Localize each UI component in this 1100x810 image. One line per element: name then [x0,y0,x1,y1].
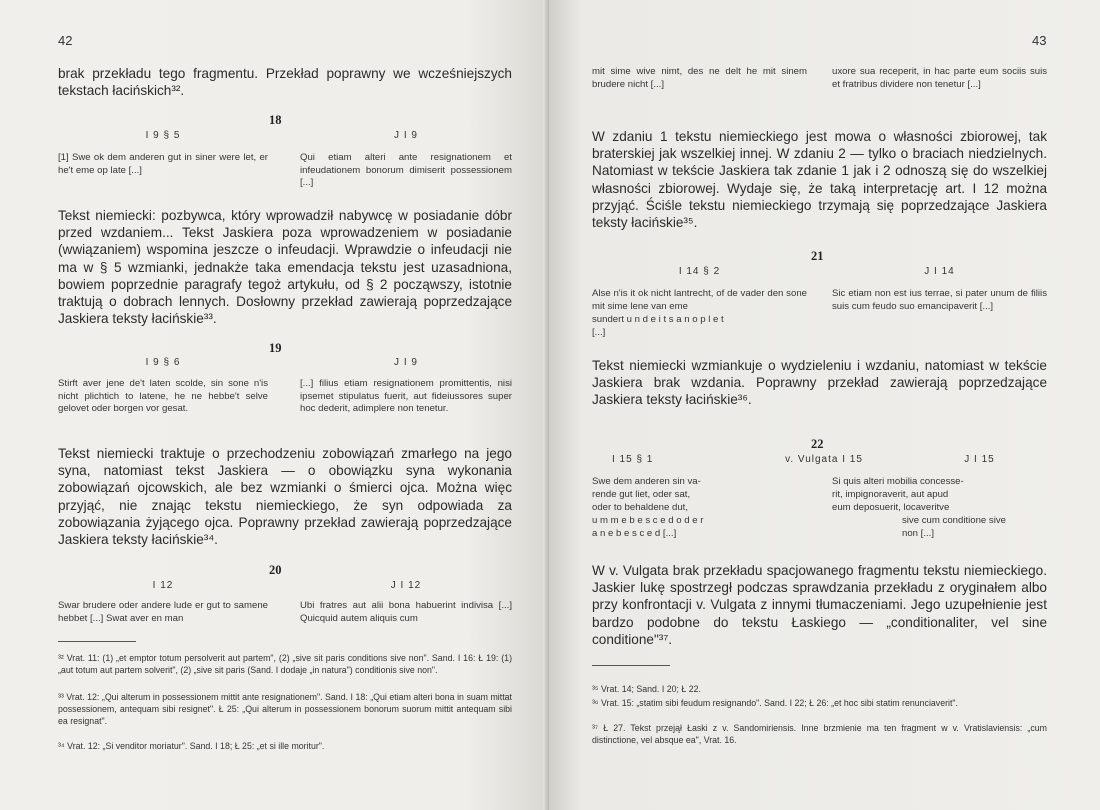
german-text: [...] [592,327,606,338]
heading-latin: J I 9 [394,357,418,368]
footnote: ³³ Vrat. 12: „Qui alterum in possessionem mittit ante resignationem". Sand. I 18: „Qui etiam alteri bona in suam mittat possessionem, antequam sibi resignet". Ł 25: „Qui alterum in possessionem bonorum suorum mittit antequam sibi ea resignat". [58,692,512,727]
section-number-19: 19 [269,341,282,355]
german-text-spaced: a n e b e s c e d [...] [592,528,677,539]
commentary-paragraph-3: W v. Vulgata brak przekładu spacjowanego fragmentu tekstu niemieckiego. Jaskier lukę spostrzegł podczas sprawdzania przekładu z oryginałem albo przy konfrontacji v. Vulgata z innymi tłumaczeniami. Jego uzupełnienie jest bardzo podobne do tekstu Łaskiego — „conditionaliter, vel sine conditione"³⁷. [592,563,1047,647]
left-page [0,0,549,810]
latin-text: eum deposuerit, locaveritve [832,502,950,513]
section-number-20: 20 [269,563,282,577]
latin-text: [...] filius etiam resignationem promittentis, nisi ipsemet stipulatus fuerit, aut fideiussores super hoc dederit, adimplere non tenetur. [300,378,512,415]
latin-text: Sic etiam non est ius terrae, si pater unum de filiis suis cum feudo suo emancipaverit [...] [832,288,1047,312]
german-text: [1] Swe ok dem anderen gut in siner were let, er he't eme op late [...] [58,152,268,176]
footnote: ³² Vrat. 11: (1) „et emptor totum persolverit aut partem", (2) „sive sit paris conditions sive non". Sand. I 16: Ł 19: (1) „aut totum aut partem solverit", (2) „sive sit paris (Sand. I dodaje „in natura") conditionis sive non". [58,653,512,676]
latin-text: Qui etiam alteri ante resignationem et infeudationem bonorum dimiserit possessionem [...] [300,152,512,189]
german-text: rende gut liet, oder sat, [592,489,691,500]
footnote: ³⁴ Vrat. 12: „Si venditor moriatur". Sand. I 18; Ł 25: „et si ille moritur". [58,741,325,751]
heading-german: I 12 [152,580,174,591]
german-text-spaced: u m m e b e s c e d o d e r [592,515,704,526]
footnote-divider [58,641,136,642]
german-text: oder to behaldene dut, [592,502,689,513]
footnote: ³⁵ Vrat. 14; Sand. I 20; Ł 22. [592,684,701,694]
heading-latin: J I 9 [394,130,418,141]
heading-latin: J I 15 [964,454,995,465]
latin-text: uxore sua receperit, in hac parte eum sociis suis et fratribus dividere non tenetur [...] [832,66,1047,90]
german-text: Alse n'is it ok nicht lantrecht, of de vader den sone mit sime lene van eme [592,288,807,312]
latin-text: rit, impignoraverit, aut apud [832,489,949,500]
commentary-paragraph-1: W zdaniu 1 tekstu niemieckiego jest mowa o własności zbiorowej, tak braterskiej jak wszelkiej innej. W zdaniu 2 — tylko o braciach niedzielnych. Natomiast w tekście Jaskiera tak zdanie 1 jak i 2 odnoszą się do wszelkiej własności zbiorowej. Wydaje się, że taką interpretację art. I 12 można przyjąć. Ściśle tekstu niemieckiego trzymają się poprzedzające Jaskiera teksty łacińskie³⁵. [592,129,1047,231]
heading-german: I 15 § 1 [612,454,654,465]
right-page [549,0,1100,810]
page-number: 43 [1032,33,1047,48]
german-text-spaced: sundert u n d e i t s a n o p l e t [592,314,724,325]
commentary-paragraph-1: Tekst niemiecki: pozbywca, który wprowadził nabywcę w posiadanie dóbr przed wzdaniem... Tekst Jaskiera poza wprowadzeniem w posiadanie (wwiązaniem) wspomina jeszcze o infeudacji. Wprawdzie o infeudacji nie ma w § 5 wzmianki, jednakże taka emendacja tekstu jest uzasadniona, bowiem poprzednie paragrafy tegoż artykułu, od § 2 począwszy, istotnie traktują o dobrach lennych. Dosłowny przekład zawierają poprzedzające Jaskiera teksty łacińskie³³. [58,208,512,327]
section-number-22: 22 [811,437,824,451]
footnote: ³⁷ Ł 27. Tekst przejął Łaski z v. Sandomiriensis. Inne brzmienie ma ten fragment w v. Vratislaviensis: „cum distinctione, vel absque ea", Vrat. 16. [592,723,1047,746]
german-text: Swar brudere oder andere lude er gut to samene hebbet [...] Swat aver en man [58,600,268,624]
latin-text: Si quis alteri mobilia concesse- [832,476,964,487]
latin-text: sive cum conditione sive [902,515,1006,526]
heading-german: I 14 § 2 [678,266,721,277]
german-text: mit sime wive nimt, des ne delt he mit sinem brudere nicht [...] [592,66,807,90]
heading-german: I 9 § 6 [145,357,181,368]
section-number-21: 21 [811,249,824,263]
commentary-paragraph-2: Tekst niemiecki wzmiankuje o wydzieleniu i wzdaniu, natomiast w tekście Jaskiera brak wzdania. Poprawny przekład zawierają poprzedzające Jaskiera teksty łacińskie³⁶. [592,358,1047,408]
latin-text: Ubi fratres aut alii bona habuerint indivisa [...] Quicquid autem aliquis cum [300,600,512,624]
commentary-paragraph-2: Tekst niemiecki traktuje o przechodzeniu zobowiązań zmarłego na jego syna, natomiast tekst Jaskiera — o obowiązku syna wykonania zobowiązań ojcowskich, ale bez wzmianki o śmierci ojca. Można więc przyjąć, nie znając tekstu niemieckiego, że syn odpowiada za zobowiązania żyjącego ojca. Poprawny przekład zawierają poprzedzające Jaskiera teksty łacińskie³⁴. [58,446,512,548]
section-number-18: 18 [269,113,282,127]
heading-latin: J I 12 [390,580,422,591]
footnote: ³⁶ Vrat. 15: „statim sibi feudum resignando". Sand. I 22; Ł 26: „et hoc sibi statim renunciaverit". [592,698,958,708]
german-text: Stirft aver jene de't laten scolde, sin sone n'is nicht plichtich to latene, he ne hebbe't selve gelovet oder borgen vor gesat. [58,378,268,415]
intro-paragraph: brak przekładu tego fragmentu. Przekład poprawny we wcześniejszych tekstach łacińskich³². [58,66,512,99]
footnote-divider [592,665,670,666]
heading-vulgata: v. Vulgata I 15 [785,454,863,465]
german-text: Swe dem anderen sin va- [592,476,701,487]
heading-german: I 9 § 5 [145,130,181,141]
latin-text: non [...] [902,528,934,539]
heading-latin: J I 14 [924,266,955,277]
page-number: 42 [58,33,73,48]
